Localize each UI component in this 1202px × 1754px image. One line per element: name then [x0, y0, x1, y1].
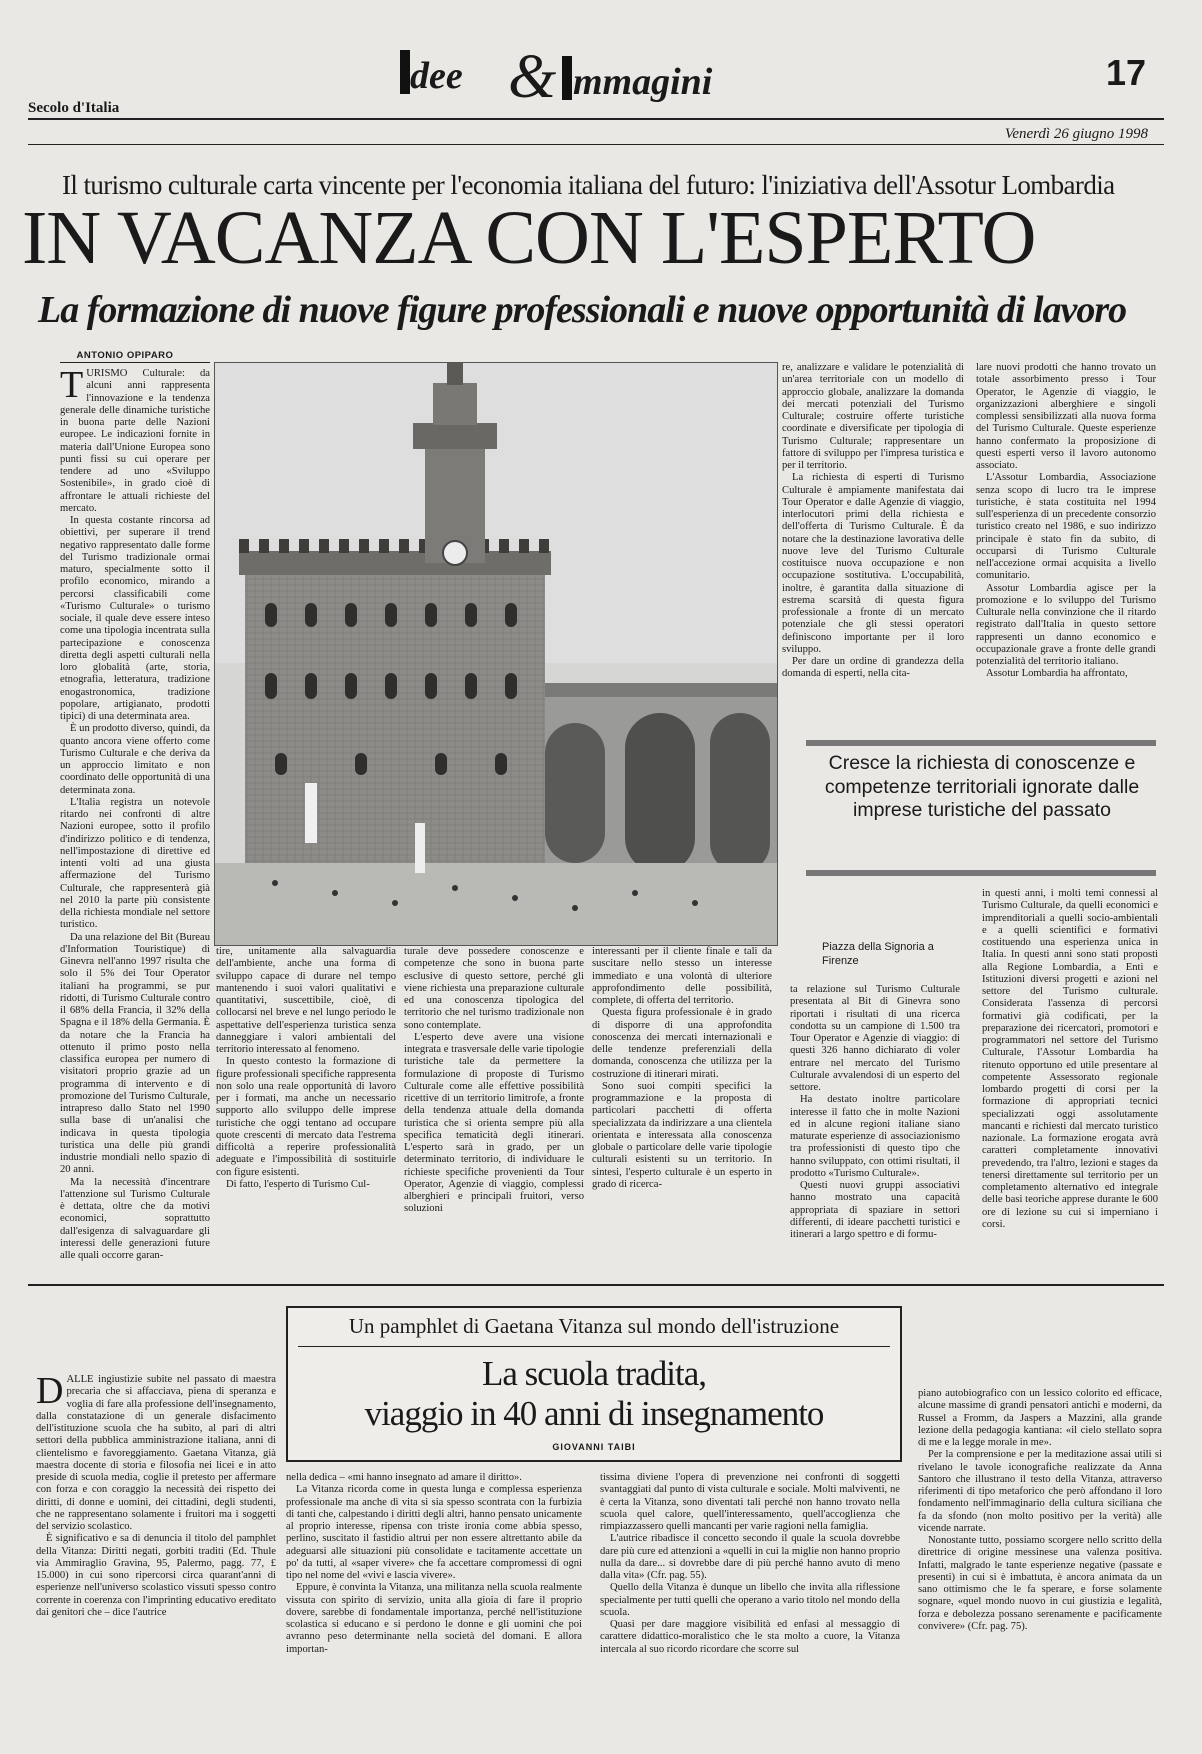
- paragraph: L'Italia registra un notevole ritardo nei confronti di altre Nazioni europee, sotto il profilo d'indirizzo politico e di tendenza, nell'impostazione di direttive ed intenti volti ad una giusta affermazione del Turismo Culturale, che rappresenterà già nel 2010 la parte più consistente della richiesta mondiale nel settore turistico.: [60, 796, 210, 931]
- paragraph: Ha destato inoltre particolare interesse il fatto che in molte Nazioni ed in alcune regioni italiane siano maturate esperienze di associazionismo tra professionisti di questo tipo che hanno sviluppato, con ottimi risultati, il prodotto «Turismo Culturale».: [790, 1094, 960, 1179]
- paragraph: Eppure, è convinta la Vitanza, una militanza nella scuola realmente vissuta con spirito di servizio, unita alla gioia di fare il proprio dovere, sarebbe di fondamentale importanza, perché nell'istituzione scolastica si educano e si perdono le donne e gli uomini che poi avranno peso determinante nella società del domani. E allora importan-: [286, 1582, 582, 1655]
- paragraph: La richiesta di esperti di Turismo Culturale è ampiamente manifestata dai Tour Operator e dalle Agenzie di viaggio, interlocutori primi della richiesta e dell'offerta di Turismo Culturale. È da notare che la destinazione lavorativa delle nuove leve del Turismo Culturale costituisce nuova occupazione e non occupazione sostitutiva. L'occupabilità, inoltre, è garantita dalla situazione di estrema scarsità di questa figura professionale a fronte di un mercato potenziale che gli stessi operatori definiscono importante per il loro sviluppo.: [782, 472, 964, 655]
- section-ampersand: &: [508, 43, 557, 111]
- paper-name: Secolo d'Italia: [28, 100, 120, 116]
- paragraph: ta relazione sul Turismo Culturale presentata al Bit di Ginevra sono riportati i risultati di una ricerca condotta su un campione di 1.500 tra Tour Operator e Agenzie di viaggio: di questi 326 hanno dichiarato di voler entrare nel mercato del Turismo Culturale avvalendosi di un esperto del settore.: [790, 984, 960, 1093]
- page-number: 17: [1105, 52, 1146, 93]
- article-column-7: [790, 984, 960, 1240]
- issue-date: Venerdì 26 giugno 1998: [1004, 126, 1148, 142]
- article-column-4: [592, 946, 772, 1230]
- section-separator: [28, 1284, 1164, 1286]
- review-title-line-2: viaggio in 40 anni di insegnamento: [364, 1394, 824, 1433]
- paragraph: Di fatto, l'esperto di Turismo Cul-: [226, 1178, 370, 1190]
- section-word-1: dee: [410, 55, 463, 97]
- paragraph: La Vitanza ricorda come in questa lunga e complessa esperienza professionale ma anche di vita si sia spesso scontrata con la furbizia di tanti che, calpestando i diritti degli altri, hanno pensato unicamente al proprio interesse, ripensa con triste ironia come abbia spesso, perlino, suscitato il fastidio altrui per non essere altrettanto abile da adeguarsi alle situazioni più consolidate e tacitamente accettate un po' da tutti, al «saper vivere» che fa accettare compromessi di ogni tipo nel nome del «vivi e lascia vivere».: [286, 1484, 582, 1581]
- review-column-3: [600, 1472, 900, 1746]
- paragraph: tire, unitamente alla salvaguardia dell'ambiente, anche una forma di sviluppo capace di durare nel tempo mantenendo i suoi valori qualitativi e quantitativi, suscettibile, cioè, di collocarsi nel breve e nel lungo periodo le aspettative dell'esperienza turistica senza danneggiare i valori ambientali del territorio interessato al fenomeno.: [216, 946, 396, 1055]
- paragraph: piano autobiografico con un lessico colorito ed efficace, alcune massime di grandi pensatori antichi e moderni, da Russel a Fromm, da Jaspers a Mazzini, alla grande lezione della pedagogia kantiana: «il cielo stellato sopra di me e la legge morale in me».: [918, 1388, 1162, 1448]
- pullquote: Cresce la richiesta di conoscenze e competenze territoriali ignorate dalle imprese turistiche del passato: [824, 752, 1140, 821]
- paragraph: in questi anni, i molti temi connessi al Turismo Culturale, da quelli economici e imprenditoriali a quelli socio-ambientali e a quelli scientifici e formativi costituendo una esperienza unica in Italia. In questi anni sono stati proposti alla Regione Lombardia, a Enti e Istituzioni diversi progetti e azioni nel settore del Turismo culturale. Considerata l'assenza di percorsi formativi già codificati, per la preparazione dei ricercatori, promotori e programmatori nel settore del Turismo Culturale, l'Assotur Lombardia ha ritenuto opportuno ed utile presentare al competente Assessorato regionale lombardo progetti di corsi per la formazione di appropriati tecnici specializzati oggi assolutamente mancanti e richiesti dal mercato turistico nazionale. La formazione erogata avrà caratteri completamente innovativi prevedendo, tra l'altro, lezioni e stages da tenersi direttamente sul territorio per un completamento alternativo ed integrale delle basi teoriche apprese durante le 600 ore di lezione su cui si imperniano i corsi.: [982, 888, 1158, 1230]
- paragraph: Ma la necessità d'incentrare l'attenzione sul Turismo Culturale è dettata, oltre che da motivi economici, soprattutto dall'esigenza di salvaguardare gli interessi delle generazioni future alle quali occorre garan-: [60, 1176, 210, 1261]
- article-dropcap: T: [60, 364, 84, 406]
- paragraph: Assotur Lombardia ha affrontato,: [986, 668, 1128, 680]
- photo-caption: Piazza della Signoria a Firenze: [822, 941, 934, 967]
- article-deck: La formazione di nuove figure professionali e nuove opportunità di lavoro: [38, 289, 1127, 331]
- review-kicker: Un pamphlet di Gaetana Vitanza sul mondo dell'istruzione: [348, 1314, 840, 1338]
- paragraph: Quasi per dare maggiore visibilità ed enfasi al messaggio di carattere didattico-moralistico che le sta molto a cuore, la Vitanza intercala al suo ricordo ricordare che scorre sul: [600, 1619, 900, 1655]
- byline-rule: [60, 362, 210, 363]
- paragraph: In questo contesto la formazione di figure professionali specifiche rappresenta non solo una reale opportunità di lavoro per i formati, ma anche un necessario supporto allo sviluppo delle imprese turistiche che oggi tentano ad occupare quote crescenti di mercato data l'estrema difficoltà a reperire professionalità adeguate e l'impossibilità di sostituirle con figure esistenti.: [216, 1056, 396, 1178]
- palazzo-vecchio-photo: [214, 362, 778, 946]
- article-kicker: Il turismo culturale carta vincente per l'economia italiana del futuro: l'iniziativa dell'Assotur Lombardia: [62, 170, 1115, 200]
- section-bar-1: [400, 50, 410, 94]
- paragraph: In questa costante rincorsa ad obiettivi, per superare il trend negativo rappresentato dalle forme del Turismo tradizionale ormai maturo, specialmente sotto il profilo economico, mirando a percorsi classificabili come «Turismo Culturale» o turismo sociale, il quale deve essere inteso come una tipologia incentrata sulla partecipazione e conoscenza diretta degli aspetti culturali nella loro globalità (arte, storia, etnografia, letteratura, tradizione enogastronomica, tradizione popolare, artigianato, prodotti tipici) di una determinata area.: [60, 515, 210, 722]
- article-column-2: [216, 946, 396, 1230]
- section-word-2: mmagini: [573, 61, 713, 103]
- review-title-line-1: La scuola tradita,: [482, 1354, 706, 1393]
- paragraph: Quello della Vitanza è dunque un libello che invita alla riflessione specialmente per tutti quelli che operano a vario titolo nel mondo della scuola.: [600, 1582, 900, 1618]
- paragraph: interessanti per il cliente finale e tali da suscitare nello stesso un interesse immediato e una volontà di ulteriore approfondimento delle possibilità, complete, di offerta del territorio.: [592, 946, 772, 1006]
- review-title: [288, 1354, 900, 1434]
- paragraph: Questa figura professionale è in grado di disporre di una approfondita conoscenza dei mercati internazionali e delle tendenze preferenziali della domanda, conoscenza che utilizza per la costruzione di itinerari mirati.: [592, 1007, 772, 1080]
- paragraph: Per dare un ordine di grandezza della domanda di esperti, nella cita-: [782, 656, 964, 680]
- review-column-4: [918, 1388, 1162, 1746]
- review-kicker-rule: [298, 1346, 890, 1347]
- pullquote-rule-bottom: [806, 870, 1156, 876]
- article-headline: IN VACANZA CON L'ESPERTO: [22, 196, 1036, 280]
- paragraph: È un prodotto diverso, quindi, da quanto ancora viene offerto come Turismo Culturale e che deriva da un approccio limitato e non coordinato delle opportunità di una determinata zona.: [60, 723, 210, 796]
- paragraph: tissima diviene l'opera di prevenzione nei confronti di soggetti svantaggiati dal punto di vista culturale e sociale. Molti malviventi, ne è certa la Vitanza, sono diventati tali perché non hanno trovato nella scuola quel calore, quell'interessamento, quell'accoglienza che rimpiazzassero quelli mancanti per varie ragioni nella famiglia.: [600, 1472, 900, 1532]
- paragraph: Sono suoi compiti specifici la programmazione e la proposta di particolari pacchetti di offerta specializzata da indirizzare a una clientela orientata e interessata alla conoscenza globale o particolare delle varie tipologie culturali esistenti su un territorio. In sintesi, l'esperto culturale è un esperto in grado di ricerca-: [592, 1080, 772, 1190]
- date-rule: [28, 144, 1164, 145]
- review-column-1: [36, 1370, 276, 1746]
- paragraph: È significativo e sa di denuncia il titolo del pamphlet della Vitanza: Diritti negati, gorbiti traditi (Ed. Thule via Ammiraglio Gravina, 95, Palermo, pagg. 77, £ 15.000) in cui sono ripercorsi circa quarant'anni di esperienze nell'universo scolastico vissuti spesso contro corrente in coerenza con l'imprinting educativo ereditato dai genitori che – dice l'autrice: [36, 1533, 276, 1618]
- paragraph: lare nuovi prodotti che hanno trovato un totale assorbimento presso i Tour Operator, le Agenzie di viaggio, le organizzazioni alberghiere e singoli complessi sensibilizzati alla nuova forma del Turismo Culturale. Queste esperienze hanno confermato la proposizione di questi esperti verso il lavoro autonomo associato.: [976, 362, 1156, 471]
- review-column-2: [286, 1472, 582, 1746]
- paragraph: Da una relazione del Bit (Bureau d'Information Touristique) di Ginevra nell'anno 1997 risulta che solo il 5% dei Tour Operator italiani ha programmi, se pur ridotti, di Turismo Culturale contro il 68% della Francia, il 32% della Spagna e il 18% della Germania. È da notare che la Francia ha ottenuto il primo posto nella classifica europea per numero di visitatori proprio grazie ad un programma di intervento e di promozione del Turismo Culturale, intrapreso dallo Stato nel 1990 sulla base di un'analisi che indicava in questa tipologia turistica una delle più grandi industrie mondiali nello spazio di 20 anni.: [60, 931, 210, 1176]
- paragraph: nella dedica – «mi hanno insegnato ad amare il diritto».: [286, 1472, 522, 1483]
- article-column-6: [976, 362, 1156, 730]
- article-column-1: [60, 364, 210, 1261]
- masthead-rule: [28, 118, 1164, 120]
- paragraph: L'autrice ribadisce il concetto secondo il quale la scuola dovrebbe dare più cure ed attenzioni a «quelli in cui la miglie non hanno proprio nulla da dare... si dovrebbe dare di più perché hanno avuto di meno dalla vita» (Cfr. pag. 55).: [600, 1533, 900, 1581]
- article-byline: ANTONIO OPIPARO: [76, 350, 174, 361]
- paragraph: Per la comprensione e per la meditazione assai utili si rivelano le tavole iconografiche realizzate da Anna Santoro che illustrano il testo della Vitanza, attraverso riferimenti di tipo metaforico che però affondano il loro fondamento nell'immaginario della cultura siciliana che fa da sfondo (non molto positivo per la verità) alle vicende narrate.: [918, 1449, 1162, 1534]
- paragraph: URISMO Culturale: da alcuni anni rappresenta l'innovazione e la tendenza generale delle dinamiche turistiche in buona parte delle Nazioni europee. Le indicazioni fornite in materia dall'Unione Europea sono punti fissi su cui operare per tendere ad uno «Sviluppo Sostenibile», in grado cioè di affrontare le attuali richieste del mercato.: [60, 368, 210, 514]
- pullquote-rule-top: [806, 740, 1156, 746]
- review-byline: GIOVANNI TAIBI: [552, 1442, 636, 1452]
- paragraph: L'Assotur Lombardia, Associazione senza scopo di lucro tra le imprese turistiche, è stata costituita nel 1994 sull'esperienza di un precedente consorzio turistico creato nel 1986, e suo indirizzo principale è stato fin da subito, di occuparsi di Turismo Culturale nell'accezione ormai acquisita a livello comunitario.: [976, 472, 1156, 582]
- photo-illustration: [215, 363, 777, 945]
- review-title-box: [286, 1306, 902, 1462]
- article-column-3: [404, 946, 584, 1230]
- article-column-8: [982, 888, 1158, 1230]
- section-title: [400, 42, 800, 112]
- paragraph: re, analizzare e validare le potenzialità di un'area territoriale con un modello di approccio globale, analizzare la domanda dei mercati potenziali del Turismo Culturale; costruire offerte turistiche coordinate e diversificate per tipologia di Turismo Culturale; rappresentare un fattore di sviluppo per l'impresa turistica e per il territorio.: [782, 362, 964, 471]
- paragraph: ALLE ingiustizie subite nel passato di maestra precaria che si affacciava, piena di speranza e voglia di fare alla professione dell'insegnamento, dalla constatazione di un generale disfacimento dell'istituzione scuola che ha subìto, al pari di altri settori della pubblica amministrazione italiana, anni di clientelismo e favoreggiamento. Gaetana Vitanza, già maestra docente di storia e filosofia nei licei e in atto preside di scuola media, coglie il pretesto per affermare con forza e con coraggio la necessità dei rispetto dei diritti, di donne e uomini, dei cittadini, degli studenti, che ne rappresentano solamente i fruitori ma i soggetti del servizio scolastico.: [36, 1374, 276, 1532]
- paragraph: turale deve possedere conoscenze e competenze che sono in buona parte esclusive di questo settore, perché gli viene richiesta una preparazione culturale ed una conoscenza tipologica del territorio che nel turismo tradizionale non sono contemplate.: [404, 946, 584, 1031]
- paragraph: Assotur Lombardia agisce per la promozione e lo sviluppo del Turismo Culturale nella convinzione che il ritardo registrato dall'Italia in questo settore rappresenti un danno economico e occupazionale grave a fronte delle grandi potenzialità del territorio italiano.: [976, 582, 1156, 667]
- paragraph: Questi nuovi gruppi associativi hanno mostrato una capacità appropriata di spaziare in settori differenti, di ideare pacchetti turistici e itinerari a largo spettro e di formu-: [790, 1180, 960, 1240]
- review-dropcap: D: [36, 1370, 64, 1412]
- paragraph: L'esperto deve avere una visione integrata e trasversale delle varie tipologie turistiche tale da permettere la formulazione di proposte di Turismo Culturale come alle effettive possibilità ricettive di un territorio limitrofe, a fronte della tendenza attuale della domanda turistica che si orienta sempre più alla specifica tematicità degli itinerari. L'esperto sarà in grado, per un determinato territorio, di individuare le richieste specifiche provenienti da Tour Operator, Agenzie di viaggio, complessi alberghieri e principali fruitori, verso soluzioni: [404, 1031, 584, 1215]
- paragraph: Nonostante tutto, possiamo scorgere nello scritto della direttrice di origine messinese una valenza positiva. Infatti, malgrado le tante esperienze negative (passate e presenti) in cui si è imbattuta, è ancora animata da un sano ottimismo che le fa sperare, e forse solamente sognare, «quel mondo nuovo in cui giustizia e legalità, forza e debolezza possano serenamente e pacificamente convivere» (Cfr. pag. 75).: [918, 1535, 1162, 1632]
- article-column-5: [782, 362, 964, 730]
- section-bar-2: [562, 56, 572, 100]
